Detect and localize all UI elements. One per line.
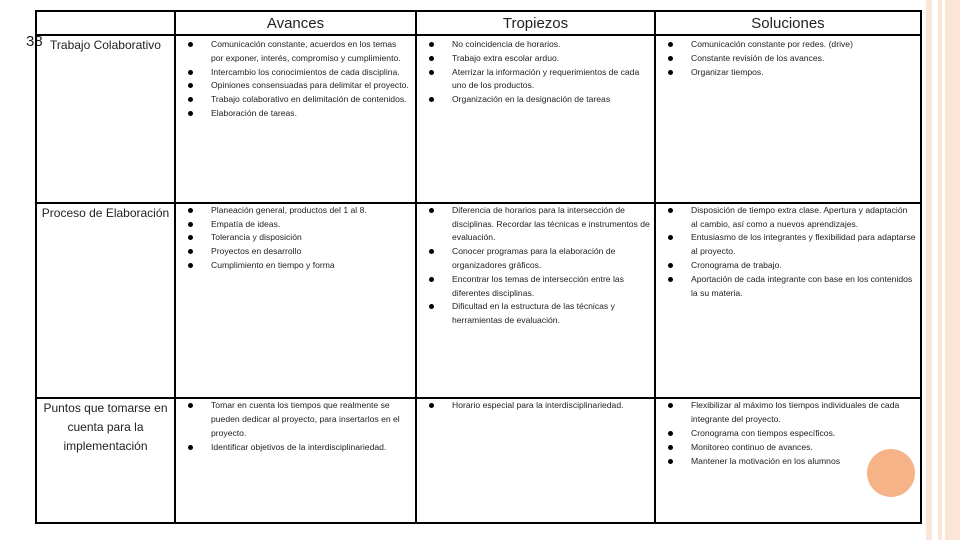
list-item: Opiniones consensuadas para delimitar el proyecto. xyxy=(176,79,411,93)
list-item: Flexibilizar al máximo los tiempos individuales de cada integrante del proyecto. xyxy=(656,399,916,427)
decorative-circle xyxy=(867,449,915,497)
list-item: Conocer programas para la elaboración de organizadores gráficos. xyxy=(417,245,650,273)
list-item: Constante revisión de los avances. xyxy=(656,52,916,66)
list-item: Cronograma con tiempos específicos. xyxy=(656,427,916,441)
list-item: No coincidencia de horarios. xyxy=(417,38,650,52)
list-item: Horario especial para la interdisciplinariedad. xyxy=(417,399,650,413)
avances-cell xyxy=(175,398,416,523)
list-item: Monitoreo continuo de avances. xyxy=(656,441,916,455)
list-item: Comunicación constante, acuerdos en los temas por exponer, interés, compromiso y cumplimiento. xyxy=(176,38,411,66)
avances-cell xyxy=(175,203,416,399)
list-item: Tomar en cuenta los tiempos que realmente se pueden dedicar al proyecto, para insertarlos en el proyecto. xyxy=(176,399,411,440)
header-soluciones: Soluciones xyxy=(655,11,921,35)
table-row xyxy=(36,203,921,399)
list-item: Disposición de tiempo extra clase. Apertura y adaptación al cambio, así como a nuevos aprendizajes. xyxy=(656,204,916,232)
list-item: Trabajo extra escolar arduo. xyxy=(417,52,650,66)
bullet-list xyxy=(176,204,415,273)
row-label: Puntos que tomarse en cuenta para la implementación xyxy=(36,398,175,523)
list-item: Entusiasmo de los integrantes y flexibilidad para adaptarse al proyecto. xyxy=(656,231,916,259)
bullet-list xyxy=(656,36,920,79)
list-item: Trabajo colaborativo en delimitación de contenidos. xyxy=(176,93,411,107)
list-item: Mantener la motivación en los alumnos xyxy=(656,455,916,469)
list-item: Proyectos en desarrollo xyxy=(176,245,411,259)
list-item: Planeación general, productos del 1 al 8. xyxy=(176,204,411,218)
bullet-list xyxy=(417,36,654,107)
header-avances: Avances xyxy=(175,11,416,35)
list-item: Comunicación constante por redes. (drive) xyxy=(656,38,916,52)
list-item: Organización en la designación de tareas xyxy=(417,93,650,107)
slide-number: 38 xyxy=(26,33,43,50)
bullet-list xyxy=(417,399,654,413)
list-item: Elaboración de tareas. xyxy=(176,107,411,121)
soluciones-cell xyxy=(655,203,921,399)
list-item: Cumplimiento en tiempo y forma xyxy=(176,259,411,273)
row-label: Proceso de Elaboración xyxy=(36,203,175,399)
decorative-stripe-line xyxy=(932,0,938,540)
bullet-list xyxy=(176,399,415,454)
table-row xyxy=(36,35,921,203)
summary-table xyxy=(35,10,922,524)
list-item: Dificultad en la estructura de las técnicas y herramientas de evaluación. xyxy=(417,300,650,328)
list-item: Identificar objetivos de la interdisciplinariedad. xyxy=(176,441,411,455)
bullet-list xyxy=(417,204,654,328)
soluciones-cell xyxy=(655,35,921,203)
list-item: Empatía de ideas. xyxy=(176,218,411,232)
header-tropiezos: Tropiezos xyxy=(416,11,655,35)
decorative-stripe-line xyxy=(942,0,945,540)
table-row xyxy=(36,398,921,523)
bullet-list xyxy=(176,36,415,121)
bullet-list xyxy=(656,204,920,301)
list-item: Diferencia de horarios para la intersección de disciplinas. Recordar las técnicas e instrumentos de evaluación. xyxy=(417,204,650,245)
list-item: Intercambio los conocimientos de cada disciplina. xyxy=(176,66,411,80)
list-item: Encontrar los temas de intersección entre las diferentes disciplinas. xyxy=(417,273,650,301)
tropiezos-cell xyxy=(416,398,655,523)
list-item: Organizar tiempos. xyxy=(656,66,916,80)
list-item: Aportación de cada integrante con base en los contenidos la su materia. xyxy=(656,273,916,301)
tropiezos-cell xyxy=(416,35,655,203)
header-row xyxy=(36,11,921,35)
list-item: Aterrizar la información y requerimientos de cada uno de los productos. xyxy=(417,66,650,94)
list-item: Tolerancia y disposición xyxy=(176,231,411,245)
corner-header xyxy=(36,11,175,35)
avances-cell xyxy=(175,35,416,203)
list-item: Cronograma de trabajo. xyxy=(656,259,916,273)
row-label: Trabajo Colaborativo xyxy=(36,35,175,203)
tropiezos-cell xyxy=(416,203,655,399)
